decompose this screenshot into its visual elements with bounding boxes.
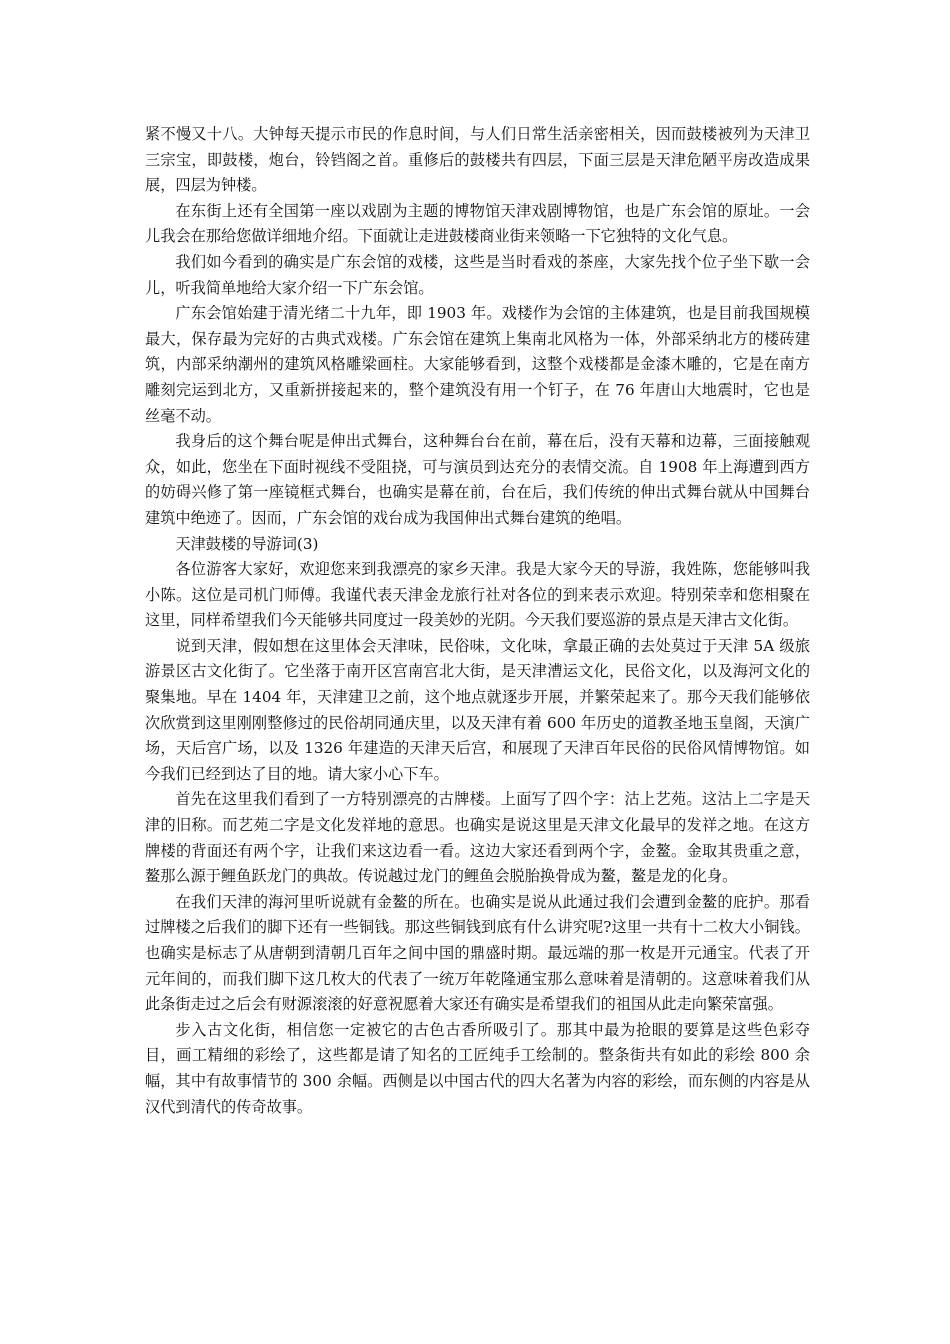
paragraph: 在东街上还有全国第一座以戏剧为主题的博物馆天津戏剧博物馆，也是广东会馆的原址。一会儿我会在那给您做详细地介绍。下面就让走进鼓楼商业街来领略一下它独特的文化气息。 [145,201,810,246]
paragraph: 步入古文化街，相信您一定被它的古色古香所吸引了。那其中最为抢眼的要算是这些色彩夺目，画工精细的彩绘了，这些都是请了知名的工匠纯手工绘制的。整条街共有如此的彩绘 800 余幅，其中有故事情节的 300 余幅。西侧是以中国古代的四大名著为内容的彩绘，而东侧的内容是从汉代到清代的传奇故事。 [145,1020,810,1116]
paragraph: 在我们天津的海河里听说就有金鳌的所在。也确实是说从此通过我们会遭到金鳌的庇护。那看过牌楼之后我们的脚下还有一些铜钱。那这些铜钱到底有什么讲究呢?这里一共有十二枚大小铜钱。也确实是标志了从唐朝到清朝几百年之间中国的鼎盛时期。最远端的那一枚是开元通宝。代表了开元年间的，而我们脚下这几枚大的代表了一统万年乾隆通宝那么意味着是清朝的。这意味着我们从此条街走过之后会有财源滚滚的好意祝愿着大家还有确实是希望我们的祖国从此走向繁荣富强。 [145,892,810,1014]
paragraph: 各位游客大家好，欢迎您来到我漂亮的家乡天津。我是大家今天的导游，我姓陈，您能够叫我小陈。这位是司机门师傅。我谨代表天津金龙旅行社对各位的到来表示欢迎。特别荣幸和您相聚在这里，同样希望我们今天能够共同度过一段美妙的光阴。今天我们要巡游的景点是天津古文化街。 [145,560,810,630]
paragraph: 说到天津，假如想在这里体会天津味，民俗味，文化味，拿最正确的去处莫过于天津 5A 级旅游景区古文化街了。它坐落于南开区宫南宫北大街，是天津漕运文化，民俗文化，以及海河文化的聚集地。早在 1404 年，天津建卫之前，这个地点就逐步开展，并繁荣起来了。那今天我们能够依次欣赏到这里刚刚整修过的民俗胡同通庆里，以及天津有着 600 年历史的道教圣地玉皇阁，天演广场，天后宫广场，以及 1326 年建造的天津天后宫，和展现了天津百年民俗的民俗风情博物馆。如今我们已经到达了目的地。请大家小心下车。 [145,636,810,783]
paragraph-continuation: 紧不慢又十八。大钟每天提示市民的作息时间，与人们日常生活亲密相关，因而鼓楼被列为天津卫三宗宝，即鼓楼，炮台，铃铛阁之首。重修后的鼓楼共有四层，下面三层是天津危陋平房改造成果展，四层为钟楼。 [145,125,810,195]
paragraph: 广东会馆始建于清光绪二十九年，即 1903 年。戏楼作为会馆的主体建筑，也是目前我国规模最大，保存最为完好的古典式戏楼。广东会馆在建筑上集南北风格为一体，外部采纳北方的楼砖建筑，内部采纳潮州的建筑风格雕梁画柱。大家能够看到，这整个戏楼都是金漆木雕的，它是在南方雕刻完运到北方，又重新拼接起来的，整个建筑没有用一个钉子，在 76 年唐山大地震时，它也是丝毫不动。 [145,304,810,425]
section-heading: 天津鼓楼的导游词(3) [175,534,319,553]
paragraph: 首先在这里我们看到了一方特别漂亮的古牌楼。上面写了四个字：沽上艺苑。这沽上二字是天津的旧称。而艺苑二字是文化发祥地的意思。也确实是说这里是天津文化最早的发祥之地。在这方牌楼的背面还有两个字，让我们来这边看一看。这边大家还看到两个字，金鳌。金取其贵重之意，鳌那么源于鲤鱼跃龙门的典故。传说越过龙门的鲤鱼会脱胎换骨成为鳌，鳌是龙的化身。 [145,790,810,886]
paragraph: 我身后的这个舞台呢是伸出式舞台，这种舞台台在前，幕在后，没有天幕和边幕，三面接触观众，如此，您坐在下面时视线不受阻挠，可与演员到达充分的表情交流。自 1908 年上海遭到西方的妨碍兴修了第一座镜框式舞台，也确实是幕在前，台在后，我们传统的伸出式舞台就从中国舞台建筑中绝迹了。因而，广东会馆的戏台成为我国伸出式舞台建筑的绝唱。 [145,432,810,527]
document-body [145,122,810,1120]
paragraph: 我们如今看到的确实是广东会馆的戏楼，这些是当时看戏的茶座，大家先找个位子坐下歇一会儿，听我简单地给大家介绍一下广东会馆。 [145,252,810,297]
